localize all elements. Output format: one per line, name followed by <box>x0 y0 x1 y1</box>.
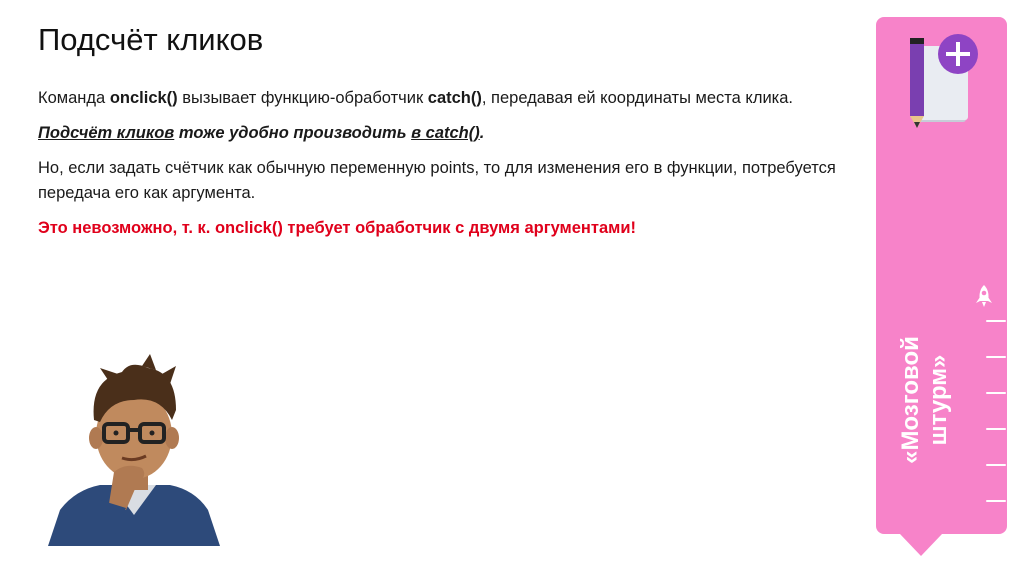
warning-paragraph: Это невозможно, т. к. onclick() требует обработчик с двумя аргументами! <box>38 219 636 237</box>
ruler-tick <box>986 428 1006 430</box>
code-catch: catch() <box>427 89 482 107</box>
text: Команда <box>38 89 110 107</box>
paragraph-counter: Но, если задать счётчик как обычную переменную points, то для изменения его в функции, потребуется передача его как аргумента. <box>38 159 836 202</box>
paragraph-onclick <box>38 86 838 111</box>
underlined-text: Подсчёт кликов <box>38 124 175 142</box>
paragraph-count-clicks <box>38 121 838 146</box>
rocket-icon <box>974 284 994 308</box>
underlined-text: в catch() <box>411 124 480 142</box>
text: вызывает функцию-обработчик <box>177 89 428 107</box>
slide-title: Подсчёт кликов <box>38 22 264 57</box>
text: тоже удобно производить <box>174 124 412 142</box>
text: , передавая ей координаты места клика. <box>481 89 794 107</box>
code-onclick: onclick() <box>109 89 178 107</box>
ruler-tick <box>986 464 1006 466</box>
slide-body <box>38 86 838 251</box>
thinking-man-illustration <box>30 350 240 546</box>
brainstorm-label-line1: «Мозговой <box>897 336 924 464</box>
ruler-tick <box>986 320 1006 322</box>
ruler-tick <box>986 392 1006 394</box>
brainstorm-label <box>897 330 953 470</box>
ruler-tick <box>986 356 1006 358</box>
brainstorm-label-line2: штурм» <box>925 354 952 446</box>
text: . <box>479 124 485 142</box>
panel-pointer <box>900 534 942 556</box>
ruler-tick <box>986 500 1006 502</box>
notebook-pencil-plus-icon <box>902 32 982 128</box>
